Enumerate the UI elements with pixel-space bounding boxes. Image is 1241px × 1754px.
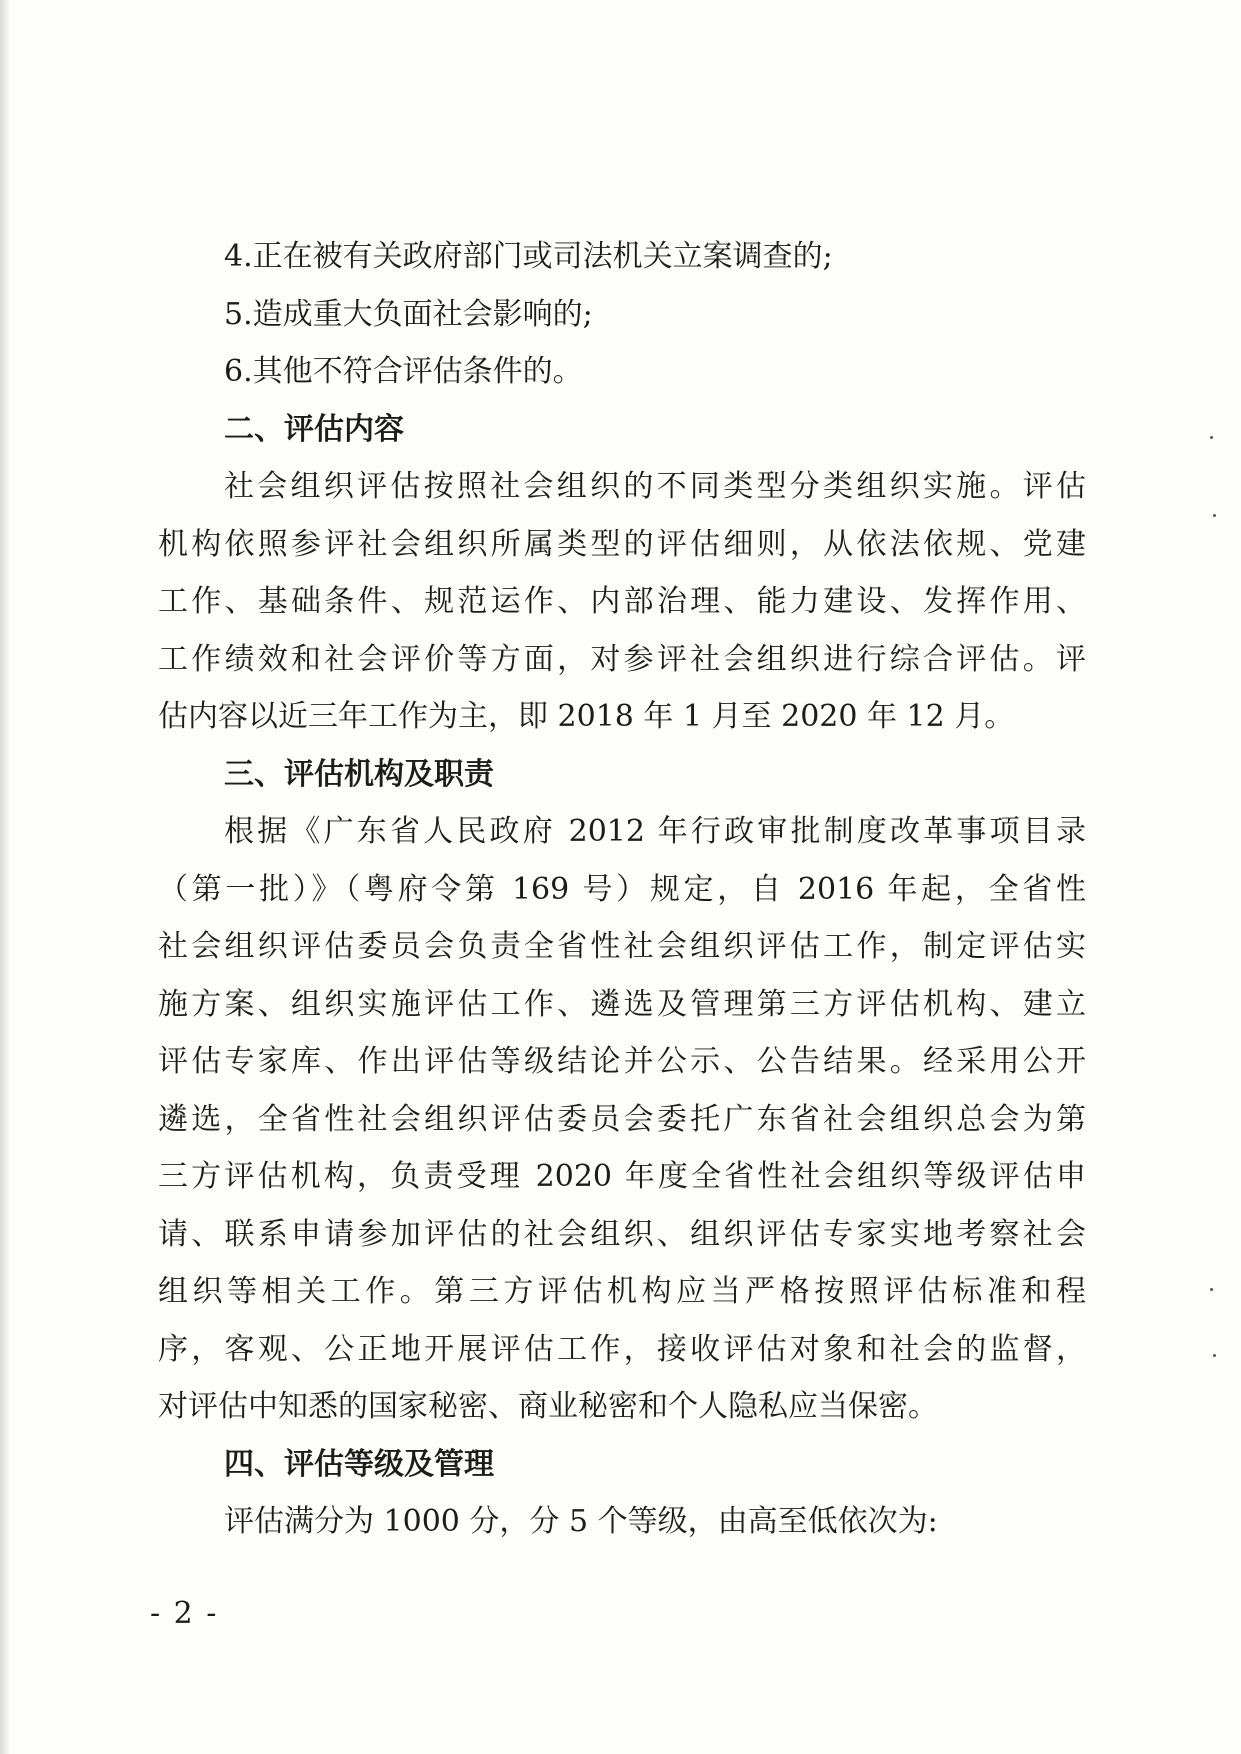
list-item-6: 6.其他不符合评估条件的。 bbox=[224, 354, 583, 389]
scan-speck bbox=[1210, 1288, 1213, 1291]
paragraph-line: 施方案、组织实施评估工作、遴选及管理第三方评估机构、建立 bbox=[158, 986, 1086, 1022]
paragraph-line: 社会组织评估按照社会组织的不同类型分类组织实施。评估 bbox=[224, 469, 1086, 504]
scan-speck bbox=[1210, 436, 1213, 439]
paragraph-line: 社会组织评估委员会负责全省性社会组织评估工作，制定评估实 bbox=[158, 929, 1086, 964]
paragraph-line: 评估专家库、作出评估等级结论并公示、公告结果。经采用公开 bbox=[158, 1044, 1086, 1079]
paragraph-line: 序，客观、公正地开展评估工作，接收评估对象和社会的监督， bbox=[158, 1331, 1086, 1367]
page-number: - 2 - bbox=[150, 1596, 219, 1631]
section-heading-4: 四、评估等级及管理 bbox=[224, 1446, 494, 1482]
paragraph-line: 根据《广东省人民政府 2012 年行政审批制度改革事项目录 bbox=[224, 814, 1086, 849]
paragraph-line: 工作、基础条件、规范运作、内部治理、能力建设、发挥作用、 bbox=[158, 584, 1086, 619]
scan-edge bbox=[0, 0, 10, 1754]
paragraph-line: 组织等相关工作。第三方评估机构应当严格按照评估标准和程 bbox=[158, 1274, 1086, 1309]
section-heading-3: 三、评估机构及职责 bbox=[224, 756, 494, 792]
paragraph-line: 机构依照参评社会组织所属类型的评估细则，从依法依规、党建 bbox=[158, 526, 1086, 562]
document-body bbox=[158, 228, 1086, 1551]
paragraph-line: （第一批）》（粤府令第 169 号）规定，自 2016 年起，全省性 bbox=[158, 871, 1086, 907]
paragraph-line: 工作绩效和社会评价等方面，对参评社会组织进行综合评估。评 bbox=[158, 641, 1086, 677]
paragraph-line: 评估满分为 1000 分，分 5 个等级，由高至低依次为: bbox=[224, 1504, 938, 1539]
paragraph-line: 三方评估机构，负责受理 2020 年度全省性社会组织等级评估申 bbox=[158, 1159, 1086, 1194]
paragraph-line: 对评估中知悉的国家秘密、商业秘密和个人隐私应当保密。 bbox=[158, 1389, 938, 1424]
paragraph-line: 遴选，全省性社会组织评估委员会委托广东省社会组织总会为第 bbox=[158, 1101, 1086, 1137]
list-item-4: 4.正在被有关政府部门或司法机关立案调查的; bbox=[224, 239, 833, 274]
section-heading-2: 二、评估内容 bbox=[224, 411, 404, 447]
scan-speck bbox=[1213, 514, 1216, 517]
scan-speck bbox=[1213, 1354, 1216, 1357]
paragraph-line: 估内容以近三年工作为主，即 2018 年 1 月至 2020 年 12 月。 bbox=[158, 699, 1015, 734]
paragraph-line: 请、联系申请参加评估的社会组织、组织评估专家实地考察社会 bbox=[158, 1216, 1086, 1252]
list-item-5: 5.造成重大负面社会影响的; bbox=[224, 296, 593, 332]
